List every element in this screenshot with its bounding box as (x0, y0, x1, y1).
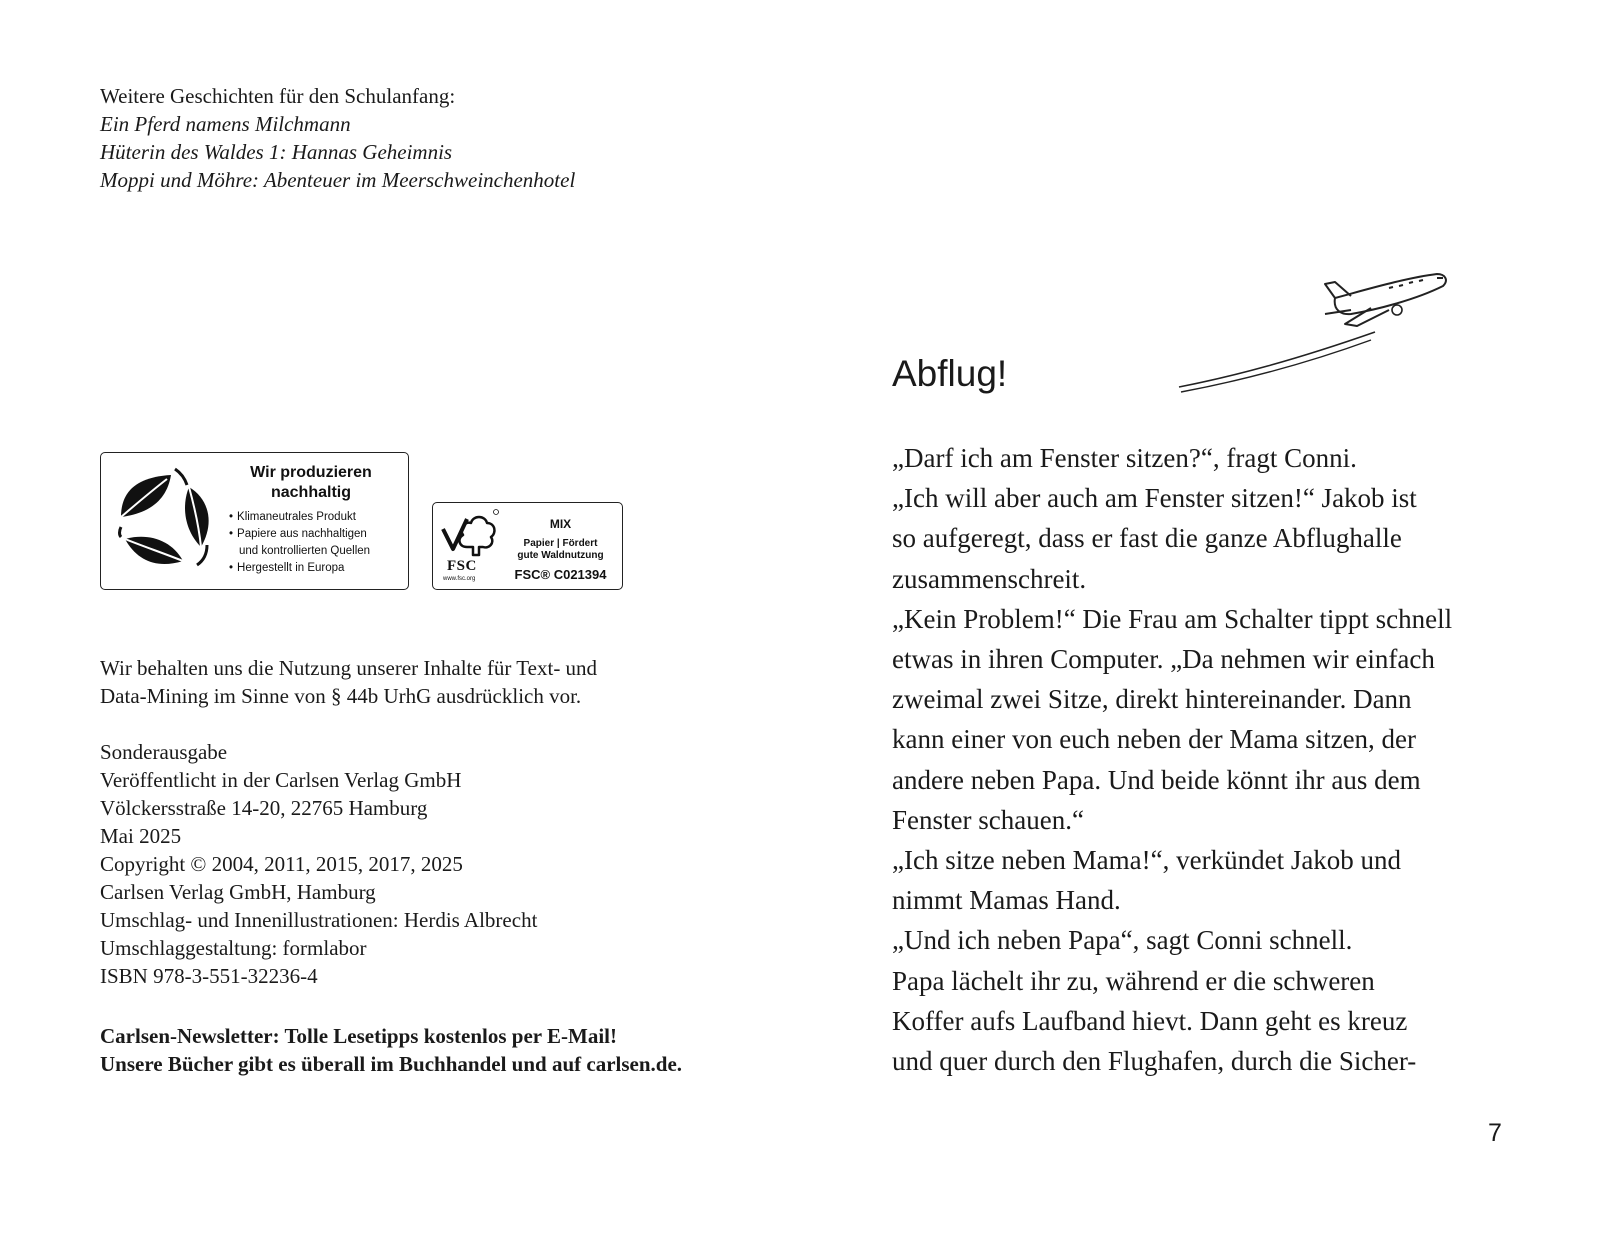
imprint-line: Umschlaggestaltung: formlabor (100, 936, 367, 960)
story-line: „Kein Problem!“ Die Frau am Schalter tippt schnell (892, 603, 1453, 634)
story-line: und quer durch den Flughafen, durch die Sicher- (892, 1046, 1417, 1077)
page-number: 7 (1488, 1119, 1502, 1147)
newsletter-block (100, 1022, 682, 1078)
fsc-website: www.fsc.org (443, 576, 476, 582)
imprint-line: Copyright © 2004, 2011, 2015, 2017, 2025 (100, 852, 463, 876)
story-line: „Ich will aber auch am Fenster sitzen!“ Jakob ist (892, 483, 1417, 514)
badge-title-line: nachhaltig (270, 484, 351, 501)
story-title: Hüterin des Waldes 1: Hannas Geheimnis (100, 140, 453, 164)
list-item: • Hergestellt in Europa (229, 560, 370, 577)
more-stories-block (100, 82, 575, 194)
newsletter-line: Unsere Bücher gibt es überall im Buchhandel und auf carlsen.de. (100, 1052, 683, 1076)
fsc-claim-line: gute Waldnutzung (517, 550, 604, 561)
newsletter-line: Carlsen-Newsletter: Tolle Lesetipps kostenlos per E-Mail! (100, 1024, 617, 1048)
imprint-line: ISBN 978-3-551-32236-4 (100, 964, 318, 988)
story-line: „Ich sitze neben Mama!“, verkündet Jakob und (892, 845, 1402, 876)
list-item: • Papiere aus nachhaltigen (229, 526, 370, 543)
list-item: • Klimaneutrales Produkt (229, 509, 370, 526)
story-line: Fenster schauen.“ (892, 804, 1084, 835)
legal-line: Data-Mining im Sinne von § 44b UrhG ausdrücklich vor. (100, 684, 582, 708)
imprint-block (100, 738, 537, 990)
sustainability-list (229, 509, 370, 577)
story-line: andere neben Papa. Und beide könnt ihr aus dem (892, 764, 1421, 795)
fsc-claim-line: Papier | Fördert (523, 538, 598, 549)
sustainability-badge (100, 452, 409, 590)
imprint-line: Umschlag- und Innenillustrationen: Herdis Albrecht (100, 908, 538, 932)
story-line: so aufgeregt, dass er fast die ganze Abflughalle (892, 523, 1402, 554)
story-title: Ein Pferd namens Milchmann (100, 112, 351, 136)
story-text (892, 438, 1452, 1081)
badge-title-line: Wir produzieren (250, 464, 372, 481)
chapter-title: Abflug! (892, 353, 1008, 394)
fsc-license-code: FSC® C021394 (514, 567, 607, 582)
story-line: Koffer aufs Laufband hievt. Dann geht es kreuz (892, 1005, 1408, 1036)
airplane-illustration-icon (1175, 270, 1475, 395)
story-line: nimmt Mamas Hand. (892, 885, 1121, 916)
fsc-claim (503, 538, 618, 562)
legal-notice (100, 654, 597, 710)
recycling-leaves-icon (115, 465, 215, 575)
list-item: und kontrollierten Quellen (239, 545, 371, 557)
sustainability-badge-title (231, 463, 391, 503)
story-line: etwas in ihren Computer. „Da nehmen wir einfach (892, 644, 1435, 675)
imprint-line: Veröffentlicht in der Carlsen Verlag GmbH (100, 768, 462, 792)
imprint-line: Mai 2025 (100, 824, 182, 848)
fsc-label: MIX (549, 517, 572, 531)
story-line: zusammenschreit. (892, 563, 1087, 594)
legal-line: Wir behalten uns die Nutzung unserer Inhalte für Text- und (100, 656, 598, 680)
more-stories-heading: Weitere Geschichten für den Schulanfang: (100, 84, 456, 108)
fsc-logo-text: FSC (447, 558, 477, 574)
story-line: „Und ich neben Papa“, sagt Conni schnell. (892, 925, 1353, 956)
story-line: kann einer von euch neben der Mama sitzen, der (892, 724, 1417, 755)
imprint-line: Sonderausgabe (100, 740, 228, 764)
story-line: zweimal zwei Sitze, direkt hintereinander. Dann (892, 684, 1412, 715)
story-line: „Darf ich am Fenster sitzen?“, fragt Conni. (892, 443, 1357, 473)
story-title: Moppi und Möhre: Abenteuer im Meerschweinchenhotel (100, 168, 576, 192)
fsc-badge (432, 502, 623, 590)
imprint-line: Völckersstraße 14-20, 22765 Hamburg (100, 796, 428, 820)
story-line: Papa lächelt ihr zu, während er die schweren (892, 965, 1375, 996)
fsc-tree-check-icon (439, 507, 501, 561)
imprint-line: Carlsen Verlag GmbH, Hamburg (100, 880, 376, 904)
